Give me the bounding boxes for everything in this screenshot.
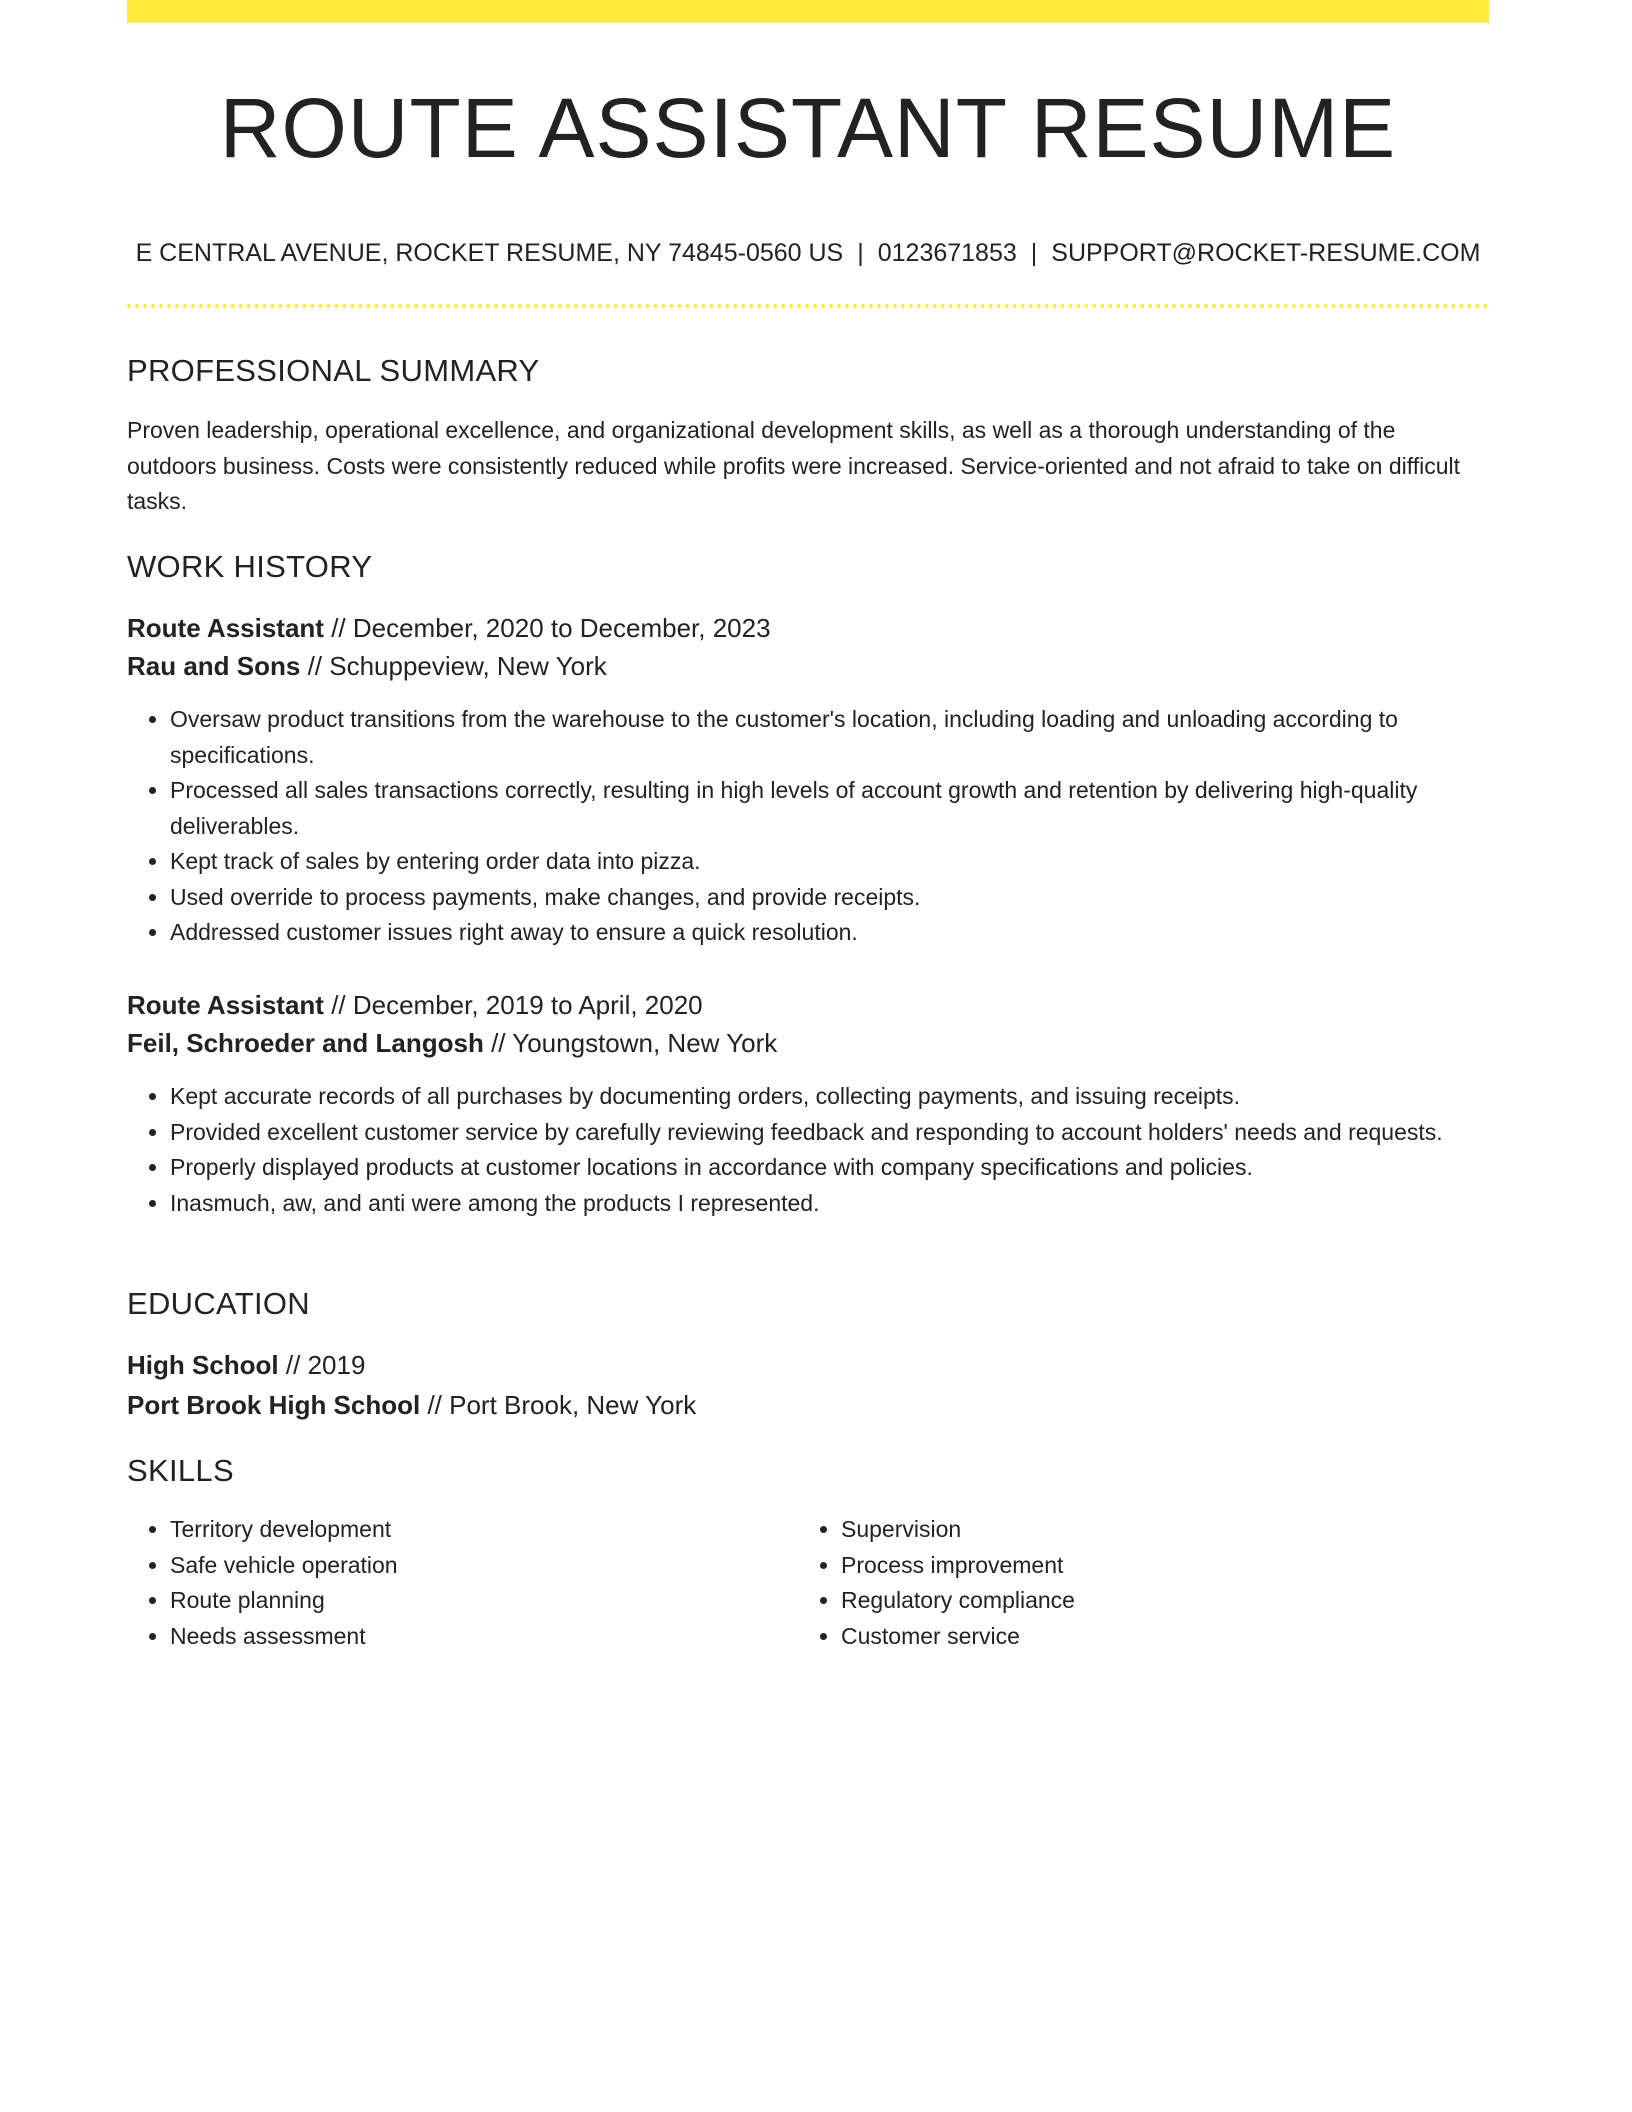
job-1-title: Route Assistant (127, 613, 324, 643)
education-year: // 2019 (278, 1350, 366, 1380)
work-history-heading: WORK HISTORY (127, 549, 373, 584)
education-school: Port Brook High School (127, 1390, 421, 1420)
list-item: • Territory development (170, 1512, 800, 1548)
job-2-dates: // December, 2019 to April, 2020 (323, 990, 703, 1020)
contact-separator: | (1030, 239, 1038, 267)
contact-separator: | (857, 239, 864, 267)
job-2-bullets (127, 1079, 1489, 1221)
list-item: • Processed all sales transactions correctly, resulting in high levels of account growth and retention by delivering high-quality deliverables. (170, 773, 1489, 844)
job-1-bullets (127, 702, 1489, 951)
job-2-title: Route Assistant (127, 990, 324, 1020)
contact-line (127, 236, 1489, 270)
list-item: • Regulatory compliance (841, 1583, 1471, 1619)
skills-list-left (127, 1512, 800, 1654)
list-item: • Provided excellent customer service by carefully reviewing feedback and responding to account holders' needs and requests. (170, 1115, 1489, 1151)
list-item: • Addressed customer issues right away to ensure a quick resolution. (170, 915, 1489, 951)
list-item: • Route planning (170, 1583, 800, 1619)
job-1-title-line (127, 610, 771, 646)
list-item: • Kept accurate records of all purchases by documenting orders, collecting payments, and issuing receipts. (170, 1079, 1489, 1115)
list-item: • Customer service (841, 1619, 1471, 1655)
job-1-location: // Schuppeview, New York (300, 651, 607, 681)
summary-text: Proven leadership, operational excellence, and organizational development skills, as well as a thorough understanding of the outdoors business. Costs were consistently reduced while profits were increased. Service-oriented and not afraid to take on difficult tasks. (127, 417, 1461, 514)
list-item: • Supervision (841, 1512, 1471, 1548)
education-location: // Port Brook, New York (420, 1390, 697, 1420)
contact-phone: 0123671853 (877, 239, 1017, 267)
education-school-line (127, 1387, 696, 1423)
job-2-company-line (127, 1025, 777, 1061)
list-item: • Oversaw product transitions from the warehouse to the customer's location, including loading and unloading according to specifications. (170, 702, 1489, 773)
resume-title: ROUTE ASSISTANT RESUME (219, 81, 1397, 175)
education-degree-line (127, 1347, 365, 1383)
list-item: • Kept track of sales by entering order data into pizza. (170, 844, 1489, 880)
summary-heading: PROFESSIONAL SUMMARY (127, 353, 540, 388)
contact-address: E CENTRAL AVENUE, ROCKET RESUME, NY 74845-0560 US (135, 239, 844, 267)
list-item: • Inasmuch, aw, and anti were among the products I represented. (170, 1186, 1489, 1222)
list-item: • Safe vehicle operation (170, 1548, 800, 1584)
list-item: • Used override to process payments, make changes, and provide receipts. (170, 880, 1489, 916)
skills-list-right (798, 1512, 1471, 1654)
dotted-divider (127, 304, 1489, 308)
job-2-title-line (127, 987, 703, 1023)
education-heading: EDUCATION (127, 1286, 310, 1321)
job-2-company: Feil, Schroeder and Langosh (127, 1028, 484, 1058)
job-1-company-line (127, 648, 607, 684)
education-degree: High School (127, 1350, 279, 1380)
skills-heading: SKILLS (127, 1453, 234, 1488)
contact-email: SUPPORT@ROCKET-RESUME.COM (1051, 239, 1481, 267)
list-item: • Process improvement (841, 1548, 1471, 1584)
list-item: • Properly displayed products at customer locations in accordance with company specifications and policies. (170, 1150, 1489, 1186)
top-accent-bar (127, 0, 1489, 23)
job-1-dates: // December, 2020 to December, 2023 (323, 613, 771, 643)
job-1-company: Rau and Sons (127, 651, 301, 681)
list-item: • Needs assessment (170, 1619, 800, 1655)
job-2-location: // Youngstown, New York (483, 1028, 778, 1058)
